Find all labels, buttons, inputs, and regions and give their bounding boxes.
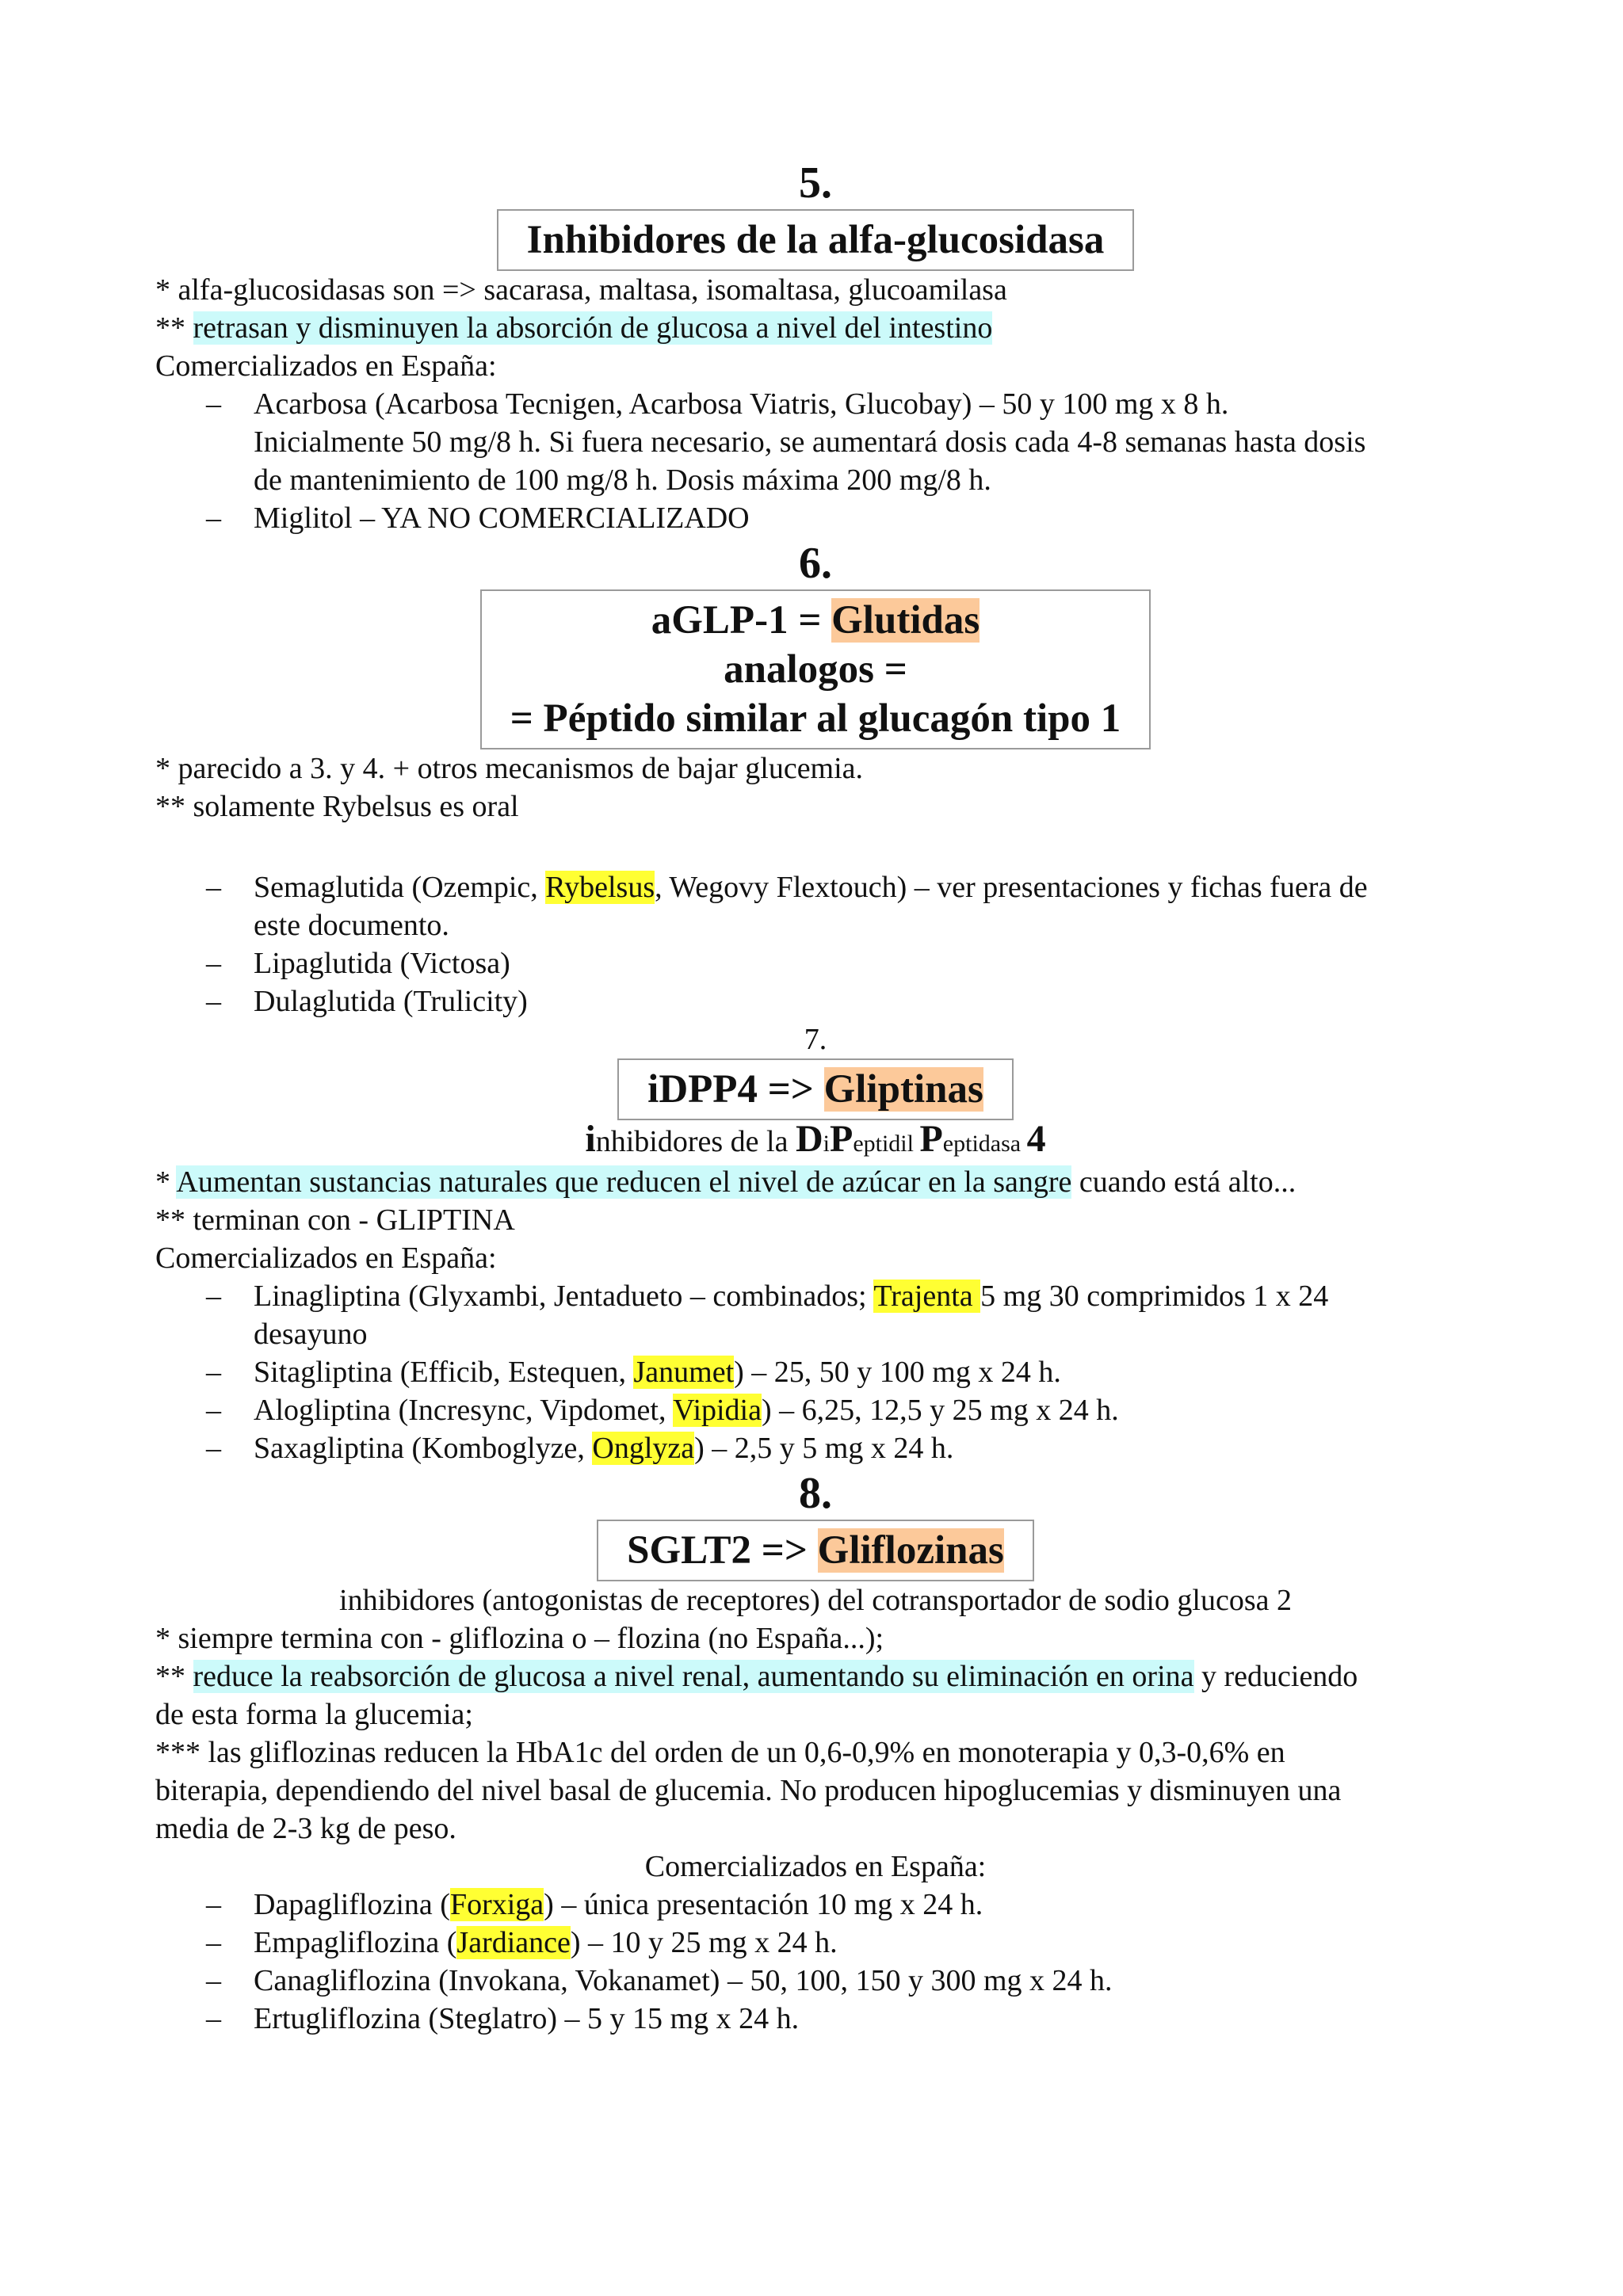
section-title: SGLT2 => Gliflozinas <box>627 1528 1004 1573</box>
note-line: * alfa-glucosidasas son => sacarasa, maltasa, isomaltasa, glucoamilasa <box>155 273 1007 307</box>
highlighted-text: retrasan y disminuyen la absorción de glucosa a nivel del intestino <box>193 311 993 345</box>
list-item: – Semaglutida (Ozempic, Rybelsus, Wegovy Flextouch) – ver presentaciones y fichas fuera de este documento. <box>155 868 1476 944</box>
drug-list <box>155 1886 1476 2038</box>
highlighted-text: Vipidia <box>673 1394 762 1427</box>
note-line: ** terminan con - GLIPTINA <box>155 1203 515 1237</box>
acronym-expansion: inhibidores de la DiPeptidil Peptidasa 4 <box>585 1118 1046 1160</box>
section-title-box <box>480 589 1151 749</box>
list-item: – Acarbosa (Acarbosa Tecnigen, Acarbosa Viatris, Glucobay) – 50 y 100 mg x 8 h. Inicialmente 50 mg/8 h. Si fuera necesario, se aumentará dosis cada 4-8 semanas hasta dosis de mantenimiento de 100 mg/8 h. Dosis máxima 200 mg/8 h. <box>155 385 1476 499</box>
section-7 <box>155 1020 1476 1467</box>
section-number: 6. <box>799 539 832 588</box>
highlighted-text: Gliptinas <box>823 1067 983 1112</box>
section-5 <box>155 157 1476 537</box>
section-title-box <box>617 1058 1014 1120</box>
section-title-line: = Péptido similar al glucagón tipo 1 <box>510 696 1121 741</box>
list-item: – Alogliptina (Incresync, Vipdomet, Vipidia) – 6,25, 12,5 y 25 mg x 24 h. <box>155 1391 1476 1429</box>
note-line: * siempre termina con - gliflozina o – flozina (no España...); <box>155 1622 884 1655</box>
list-item: – Ertugliflozina (Steglatro) – 5 y 15 mg x 24 h. <box>155 2000 1476 2038</box>
section-6 <box>155 537 1476 1020</box>
drug-list <box>155 1277 1476 1467</box>
highlighted-text: reduce la reabsorción de glucosa a nivel renal, aumentando su eliminación en orina <box>193 1660 1194 1693</box>
section-title: Inhibidores de la alfa-glucosidasa <box>526 218 1105 262</box>
section-title: aGLP-1 = Glutidas <box>651 598 980 643</box>
section-number: 7. <box>804 1023 827 1056</box>
drug-list <box>155 385 1476 537</box>
highlighted-text: Janumet <box>633 1356 735 1389</box>
list-item: – Miglitol – YA NO COMERCIALIZADO <box>155 499 1476 537</box>
highlighted-text: Aumentan sustancias naturales que reducen el nivel de azúcar en la sangre <box>176 1165 1072 1199</box>
note-line: *** las gliflozinas reducen la HbA1c del orden de un 0,6-0,9% en monoterapia y 0,3-0,6% en biterapia, dependiendo del nivel basal de glucemia. No producen hipoglucemias y disminuyen una media de 2-3 kg de peso. <box>155 1736 1342 1845</box>
highlighted-text: Trajenta <box>873 1280 981 1313</box>
highlighted-text: Rybelsus <box>545 871 655 904</box>
market-label: Comercializados en España: <box>644 1850 987 1883</box>
highlighted-text: Forxiga <box>449 1888 544 1921</box>
list-item: – Sitagliptina (Efficib, Estequen, Janumet) – 25, 50 y 100 mg x 24 h. <box>155 1353 1476 1391</box>
section-subtitle: inhibidores (antogonistas de receptores) del cotransportador de sodio glucosa 2 <box>339 1584 1292 1617</box>
market-label: Comercializados en España: <box>155 349 497 383</box>
highlighted-text: Jardiance <box>456 1926 571 1959</box>
list-item: – Lipaglutida (Victosa) <box>155 944 1476 982</box>
section-8 <box>155 1467 1476 2038</box>
list-item: – Saxagliptina (Komboglyze, Onglyza) – 2,5 y 5 mg x 24 h. <box>155 1429 1476 1467</box>
list-item: – Dulaglutida (Trulicity) <box>155 982 1476 1020</box>
section-title-box <box>497 209 1135 271</box>
section-number: 5. <box>799 158 832 208</box>
document-content <box>155 157 1476 2038</box>
highlighted-text: Glutidas <box>831 598 980 643</box>
highlighted-text: Onglyza <box>592 1432 695 1465</box>
note-line: ** retrasan y disminuyen la absorción de glucosa a nivel del intestino <box>155 311 993 345</box>
section-title-line: analogos = <box>724 647 907 692</box>
list-item: – Linagliptina (Glyxambi, Jentadueto – combinados; Trajenta 5 mg 30 comprimidos 1 x 24 desayuno <box>155 1277 1476 1353</box>
note-line: * Aumentan sustancias naturales que reducen el nivel de azúcar en la sangre cuando está alto... <box>155 1165 1296 1199</box>
section-number: 8. <box>799 1469 832 1518</box>
market-label: Comercializados en España: <box>155 1241 497 1275</box>
note-line: * parecido a 3. y 4. + otros mecanismos de bajar glucemia. <box>155 752 864 785</box>
section-title-box <box>597 1520 1034 1581</box>
note-line: ** reduce la reabsorción de glucosa a nivel renal, aumentando su eliminación en orina y reduciendo de esta forma la glucemia; <box>155 1660 1358 1731</box>
note-line: ** solamente Rybelsus es oral <box>155 790 519 823</box>
drug-list <box>155 868 1476 1020</box>
section-title: iDPP4 => Gliptinas <box>647 1067 983 1112</box>
list-item: – Dapagliflozina (Forxiga) – única presentación 10 mg x 24 h. <box>155 1886 1476 1924</box>
list-item: – Canagliflozina (Invokana, Vokanamet) – 50, 100, 150 y 300 mg x 24 h. <box>155 1962 1476 2000</box>
highlighted-text: Gliflozinas <box>817 1528 1004 1573</box>
list-item: – Empagliflozina (Jardiance) – 10 y 25 mg x 24 h. <box>155 1924 1476 1962</box>
